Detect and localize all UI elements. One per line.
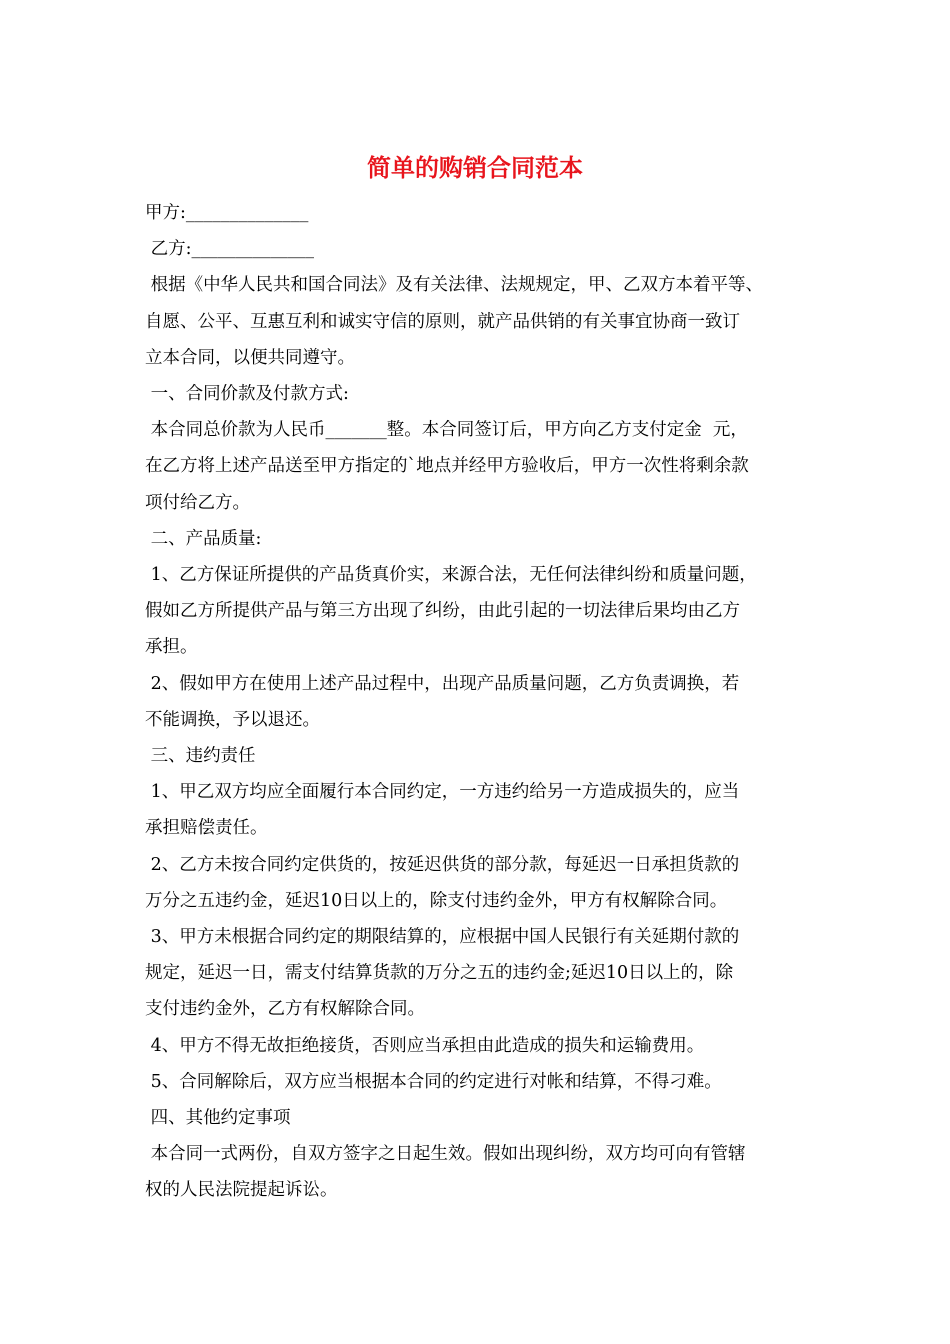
paragraph-line: 3、甲方未根据合同约定的期限结算的，应根据中国人民银行有关延期付款的 <box>145 927 740 947</box>
paragraph-line: 4、甲方不得无故拒绝接货，否则应当承担由此造成的损失和运输费用。 <box>145 1035 705 1056</box>
paragraph-line: 本合同一式两份，自双方签字之日起生效。假如出现纠纷，双方均可向有管辖 <box>145 1144 746 1165</box>
paragraph-line: 假如乙方所提供产品与第三方出现了纠纷，由此引起的一切法律后果均由乙方 <box>145 601 740 622</box>
paragraph-line: 万分之五违约金，延迟10日以上的，除支付违约金外，甲方有权解除合同。 <box>145 890 728 911</box>
paragraph-line: 规定，延迟一日，需支付结算货款的万分之五的违约金;延迟10日以上的，除 <box>145 963 734 984</box>
paragraph-line: 支付违约金外，乙方有权解除合同。 <box>145 999 425 1020</box>
paragraph-line: 2、假如甲方在使用上述产品过程中，出现产品质量问题，乙方负责调换，若 <box>145 673 740 694</box>
paragraph-line: 在乙方将上述产品送至甲方指定的`地点并经甲方验收后，甲方一次性将剩余款 <box>145 456 749 477</box>
paragraph-line: 1、甲乙双方均应全面履行本合同约定，一方违约给另一方造成损失的，应当 <box>145 782 740 803</box>
paragraph-line: 甲方:______________ <box>145 203 309 223</box>
paragraph-line: 四、其他约定事项 <box>145 1108 291 1128</box>
paragraph-line: 权的人民法院提起诉讼。 <box>145 1180 338 1201</box>
paragraph-line: 立本合同，以便共同遵守。 <box>145 347 355 368</box>
paragraph-line: 根据《中华人民共和国合同法》及有关法律、法规规定，甲、乙双方本着平等、 <box>145 275 764 296</box>
paragraph-line: 5、合同解除后，双方应当根据本合同的约定进行对帐和结算，不得刁难。 <box>145 1071 722 1092</box>
paragraph-line: 三、违约责任 <box>145 746 256 766</box>
paragraph-line: 承担。 <box>145 637 198 658</box>
paragraph-line: 二、产品质量: <box>145 528 262 549</box>
paragraph-line: 自愿、公平、互惠互利和诚实守信的原则，就产品供销的有关事宜协商一致订 <box>145 311 740 332</box>
paragraph-line: 本合同总价款为人民币_______整。本合同签订后，甲方向乙方支付定金 元， <box>145 420 748 441</box>
paragraph-line: 2、乙方未按合同约定供货的，按延迟供货的部分款，每延迟一日承担货款的 <box>145 854 740 875</box>
paragraph-line: 不能调换，予以退还。 <box>145 709 320 730</box>
paragraph-line: 承担赔偿责任。 <box>145 818 268 839</box>
paragraph-line: 一、合同价款及付款方式: <box>145 384 349 404</box>
paragraph-line: 1、乙方保证所提供的产品货真价实，来源合法，无任何法律纠纷和质量问题， <box>145 565 757 585</box>
paragraph-line: 乙方:______________ <box>145 239 314 260</box>
document-title: 简单的购销合同范本 <box>367 153 583 182</box>
paragraph-line: 项付给乙方。 <box>145 492 250 513</box>
